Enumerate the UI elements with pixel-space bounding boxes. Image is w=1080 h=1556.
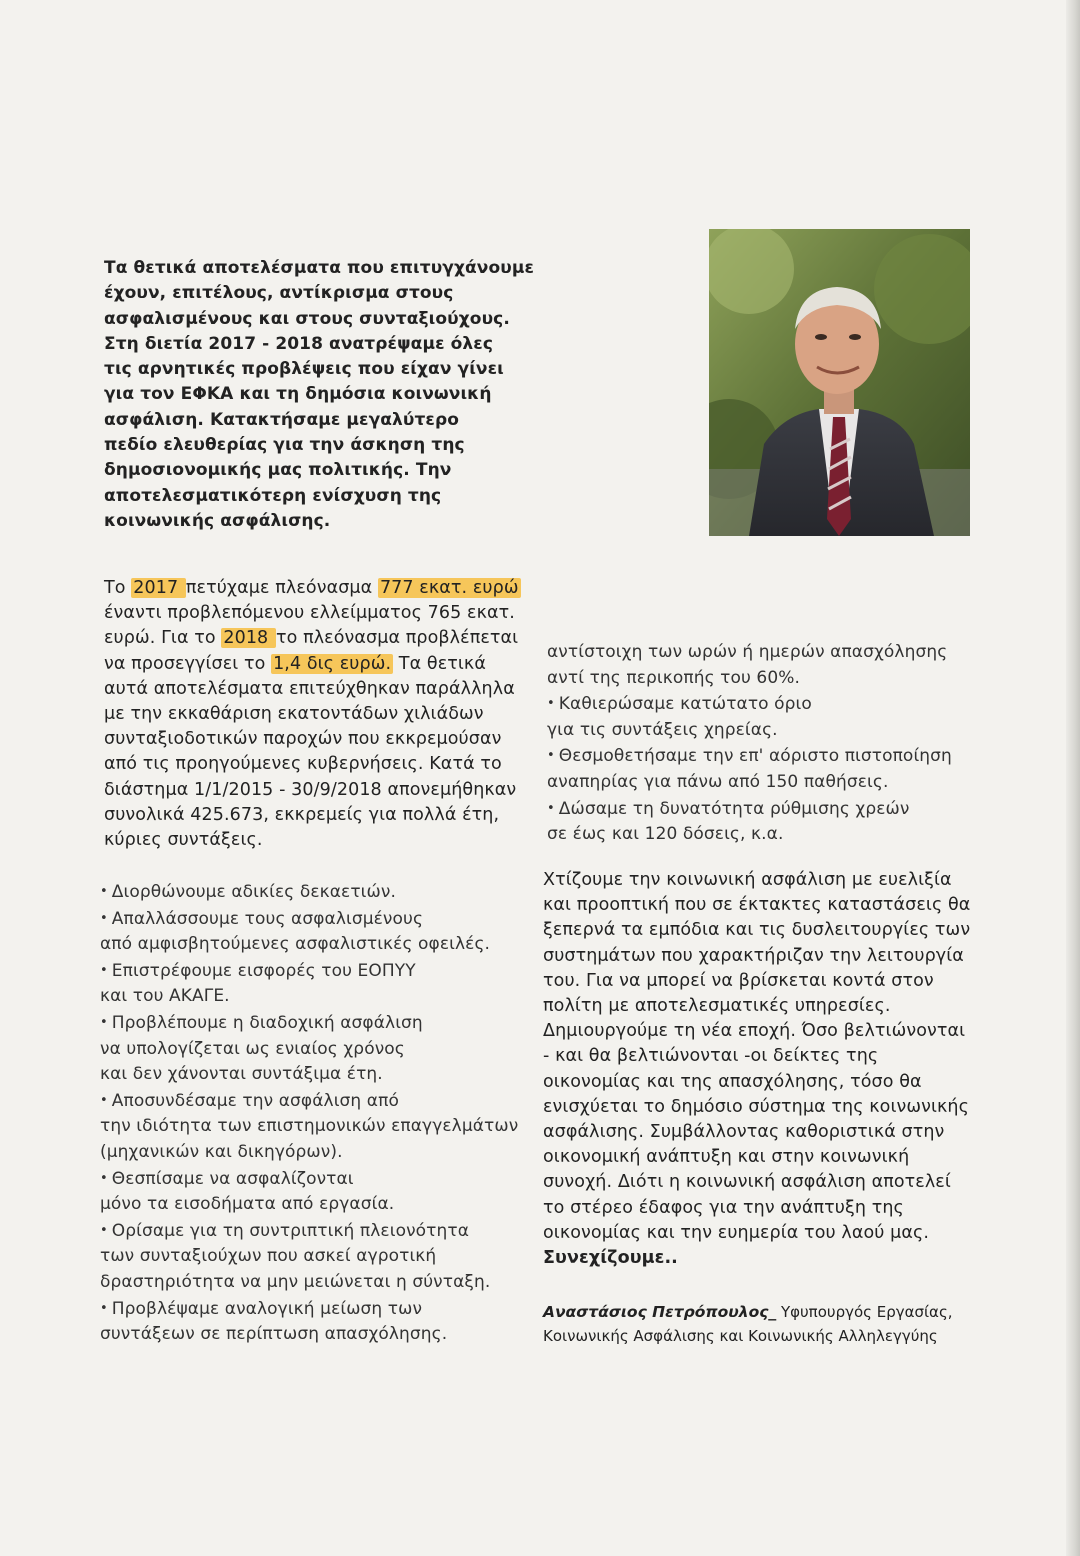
text-fragment: πετύχαμε πλεόνασμα — [185, 578, 378, 598]
bullet-line — [100, 879, 530, 906]
intro-line: αποτελεσματικότερη ενίσχυση της — [104, 485, 442, 506]
bullet-text: μόνο τα εισοδήματα από εργασία. — [100, 1194, 395, 1215]
bullet-list-right-items — [547, 691, 967, 848]
bullet-line — [100, 958, 530, 985]
closing-line: ξεπερνά τα εμπόδια και τις δυσλειτουργίες των — [543, 920, 971, 941]
bullet-text: συντάξεων σε περίπτωση απασχόλησης. — [100, 1324, 448, 1345]
closing-line: οικονομίας και της απασχόλησης, τόσο θα — [543, 1071, 922, 1092]
bullet-item — [100, 1296, 530, 1348]
stats-line: διάστημα 1/1/2015 - 30/9/2018 απονεμήθηκαν — [104, 779, 517, 800]
bullet-dot-icon: • — [100, 884, 108, 899]
bullet-dot-icon: • — [100, 1300, 108, 1316]
bullet-text: για τις συντάξεις χηρείας. — [547, 719, 778, 740]
signature — [543, 1300, 973, 1348]
intro-line: ασφάλιση. Κατακτήσαμε μεγαλύτερο — [104, 409, 460, 430]
bullet-text: Επιστρέφουμε εισφορές του ΕΟΠΥΥ — [111, 960, 416, 981]
highlight-777-million: 777 εκατ. ευρώ — [379, 578, 519, 598]
bullet-continuation-line: αντί της περικοπής του 60%. — [547, 667, 801, 688]
bullet-dot-icon: • — [547, 800, 555, 816]
stats-line-3 — [104, 626, 524, 651]
highlight-2017: 2017 — [133, 578, 184, 598]
bullet-text: (μηχανικών και δικηγόρων). — [100, 1141, 343, 1162]
stats-line-1 — [104, 576, 524, 601]
closing-line: οικονομίας και την ευημερία του λαού μας. — [543, 1222, 930, 1243]
bullet-text: αναπηρίας για πάνω από 150 παθήσεις. — [547, 771, 889, 792]
closing-line: συνοχή. Διότι η κοινωνική ασφάλιση αποτελεί — [543, 1172, 951, 1193]
bullet-item — [100, 879, 530, 906]
portrait-photo — [709, 229, 970, 536]
intro-line: για τον ΕΦΚΑ και τη δημόσια κοινωνική — [104, 384, 492, 405]
closing-line: και προοπτική που σε έκτακτες καταστάσεις θα — [543, 895, 971, 916]
bullet-line — [100, 1322, 530, 1348]
bullet-line — [547, 822, 967, 848]
intro-line: Στη διετία 2017 - 2018 ανατρέψαμε όλες — [104, 333, 494, 354]
bullet-text: και δεν χάνονται συντάξιμα έτη. — [100, 1064, 383, 1085]
closing-line: του. Για να μπορεί να βρίσκεται κοντά στον — [543, 970, 934, 991]
bullet-list-right — [547, 640, 967, 848]
page-edge — [1066, 0, 1080, 1556]
closing-line: οικονομική ανάπτυξη και στην κοινωνική — [543, 1147, 910, 1168]
bullet-text: Διορθώνουμε αδικίες δεκαετιών. — [111, 882, 396, 902]
bullet-line — [100, 1010, 530, 1037]
bullet-dot-icon: • — [100, 962, 108, 978]
bullet-text: Προβλέπουμε η διαδοχική ασφάλιση — [111, 1012, 423, 1033]
bullet-continuation-line: αντίστοιχη των ωρών ή ημερών απασχόλησης — [547, 642, 948, 662]
bullet-item — [100, 1218, 530, 1296]
closing-line: συστημάτων που χαρακτήριζαν την λειτουργία — [543, 945, 964, 966]
bullet-line — [100, 932, 530, 958]
bullet-text: των συνταξιούχων που ασκεί αγροτική — [100, 1246, 437, 1267]
bullet-text: την ιδιότητα των επιστημονικών επαγγελμάτων — [100, 1116, 519, 1137]
bullet-text: Απαλλάσσουμε τους ασφαλισμένους — [111, 908, 424, 929]
closing-line: το στέρεο έδαφος για την ανάπτυξη της — [543, 1197, 904, 1218]
closing-line: - και θα βελτιώνονται -οι δείκτες της — [543, 1046, 879, 1067]
stats-line: από τις προηγούμενες κυβερνήσεις. Κατά το — [104, 754, 502, 775]
bullet-text: Θεσμοθετήσαμε την επ' αόριστο πιστοποίηση — [558, 746, 952, 767]
bullet-text: Προβλέψαμε αναλογική μείωση των — [111, 1298, 423, 1319]
stats-line-2: έναντι προβλεπόμενου ελλείμματος 765 εκατ. — [104, 603, 515, 624]
bullet-text: από αμφισβητούμενες ασφαλιστικές οφειλές. — [100, 934, 491, 955]
stats-line-4 — [104, 652, 524, 677]
closing-line: ασφάλισης. Συμβάλλοντας καθοριστικά στην — [543, 1122, 945, 1143]
bullet-dot-icon: • — [100, 1222, 108, 1238]
bullet-text: σε έως και 120 δόσεις, κ.α. — [547, 824, 784, 845]
bullet-item — [100, 906, 530, 958]
intro-line: κοινωνικής ασφάλισης. — [104, 510, 331, 531]
stats-line: συνολικά 425.673, εκκρεμείς για πολλά έτη, — [104, 804, 500, 825]
bullet-line — [100, 1166, 530, 1193]
closing-line: Δημιουργούμε τη νέα εποχή. Όσο βελτιώνονται — [543, 1021, 966, 1042]
intro-paragraph — [104, 256, 535, 534]
text-fragment: να προσεγγίσει το — [104, 653, 272, 674]
bullet-item — [547, 691, 967, 743]
bullet-line — [100, 1062, 530, 1088]
signature-title-2: Κοινωνικής Ασφάλισης και Κοινωνικής Αλληλεγγύης — [543, 1327, 938, 1345]
stats-line: κύριες συντάξεις. — [104, 830, 263, 851]
bullet-line — [100, 906, 530, 933]
bullet-item — [547, 796, 967, 848]
text-fragment: Τα θετικά — [393, 653, 486, 674]
bullet-text: Δώσαμε τη δυνατότητα ρύθμισης χρεών — [558, 798, 910, 819]
bullet-dot-icon: • — [100, 910, 108, 926]
stats-line: αυτά αποτελέσματα επιτεύχθηκαν παράλληλα — [104, 678, 515, 699]
bullet-line — [547, 743, 967, 770]
bullet-text: Καθιερώσαμε κατώτατο όριο — [558, 694, 812, 715]
bullet-item — [547, 743, 967, 795]
bullet-item — [100, 1010, 530, 1088]
bullet-dot-icon: • — [547, 696, 555, 712]
stats-line: συνταξιοδοτικών παροχών που εκκρεμούσαν — [104, 729, 502, 750]
intro-line: Τα θετικά αποτελέσματα που επιτυγχάνουμε — [104, 258, 535, 278]
stats-paragraph — [104, 576, 524, 853]
bullet-line — [547, 770, 967, 796]
bullet-text: Θεσπίσαμε να ασφαλίζονται — [111, 1168, 354, 1189]
bullet-item — [100, 1166, 530, 1218]
bullet-line — [547, 718, 967, 744]
intro-line: δημοσιονομικής μας πολιτικής. Την — [104, 460, 452, 481]
bullet-text: και του ΑΚΑΓΕ. — [100, 986, 230, 1007]
bullet-line — [100, 1218, 530, 1245]
bullet-dot-icon: • — [100, 1014, 108, 1030]
bullet-dot-icon: • — [100, 1092, 108, 1108]
bullet-text: Αποσυνδέσαμε την ασφάλιση από — [111, 1090, 399, 1111]
highlight-1-4-billion: 1,4 δις ευρώ. — [273, 653, 392, 674]
stats-rest-lines — [104, 677, 524, 853]
bullet-dot-icon: • — [100, 1170, 108, 1186]
closing-lines — [543, 868, 973, 1246]
signoff: Συνεχίζουμε.. — [543, 1248, 678, 1269]
bullet-line — [547, 796, 967, 823]
bullet-line — [100, 984, 530, 1010]
bullet-text: Ορίσαμε για τη συντριπτική πλειονότητα — [111, 1220, 470, 1241]
stats-line: με την εκκαθάριση εκατοντάδων χιλιάδων — [104, 704, 484, 725]
text-fragment: το πλεόνασμα προβλέπεται — [275, 628, 519, 649]
highlight-2018: 2018 — [223, 628, 274, 649]
intro-line: ασφαλισμένους και στους συνταξιούχους. — [104, 308, 510, 329]
bullet-line — [100, 1270, 530, 1296]
text-fragment: ευρώ. Για το — [104, 628, 222, 649]
text-fragment: Το — [104, 578, 132, 598]
intro-line: τις αρνητικές προβλέψεις που είχαν γίνει — [104, 359, 504, 380]
intro-lines — [104, 256, 535, 534]
bullet-line — [547, 691, 967, 718]
signature-title-1: Υφυπουργός Εργασίας, — [776, 1303, 953, 1321]
bullet-line — [100, 1192, 530, 1218]
bullet-continuation — [547, 640, 967, 691]
bullet-text: να υπολογίζεται ως ενιαίος χρόνος — [100, 1038, 405, 1059]
bullet-item — [100, 958, 530, 1010]
bullet-line — [100, 1296, 530, 1323]
closing-line: ενισχύεται το δημόσιο σύστημα της κοινωνικής — [543, 1096, 969, 1117]
closing-line: Χτίζουμε την κοινωνική ασφάλιση με ευελιξία — [543, 870, 952, 890]
bullet-text: δραστηριότητα να μην μειώνεται η σύνταξη. — [100, 1271, 491, 1292]
signature-name: Αναστάσιος Πετρόπουλος_ — [543, 1303, 777, 1321]
intro-line: πεδίο ελευθερίας για την άσκηση της — [104, 435, 465, 456]
closing-line: πολίτη με αποτελεσματικές υπηρεσίες. — [543, 996, 891, 1017]
bullet-line — [100, 1140, 530, 1166]
bullet-item — [100, 1088, 530, 1166]
bullet-line — [100, 1244, 530, 1270]
bullet-line — [100, 1088, 530, 1115]
bullet-line — [100, 1037, 530, 1063]
closing-paragraph — [543, 868, 973, 1271]
bullet-dot-icon: • — [547, 748, 555, 764]
bullet-list-left — [100, 879, 530, 1348]
bullet-line — [100, 1114, 530, 1140]
intro-line: έχουν, επιτέλους, αντίκρισμα στους — [104, 283, 454, 304]
